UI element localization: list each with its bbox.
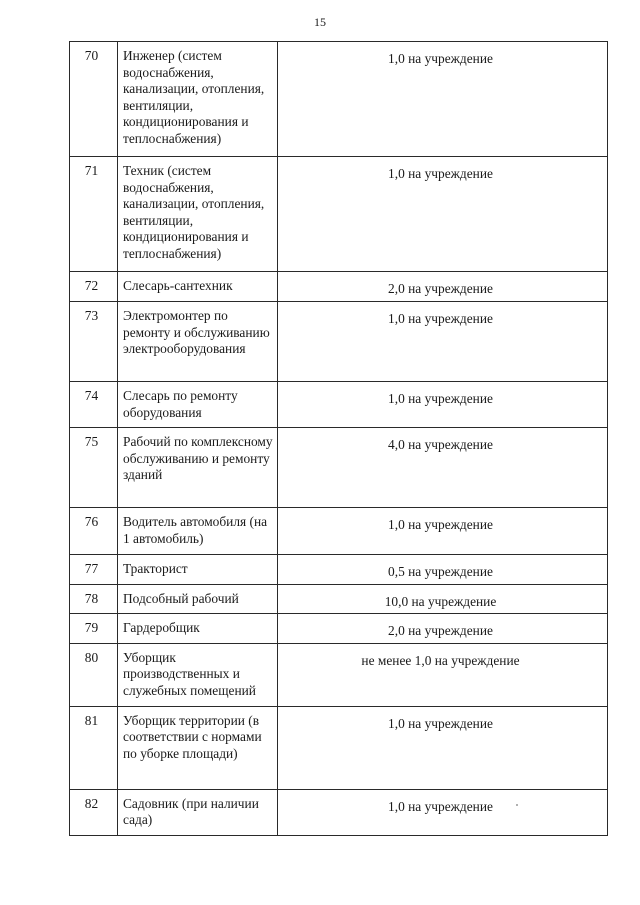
- table-row: [70, 508, 608, 555]
- position-name: Инженер (систем водоснабжения, канализации, отопления, вентиляции, кондиционирования и теплоснабжения): [118, 42, 278, 157]
- position-name: Уборщик территории (в соответствии с нормами по уборке площади): [118, 706, 278, 789]
- row-number: 72: [70, 272, 118, 302]
- row-number: 78: [70, 584, 118, 614]
- row-number: 81: [70, 706, 118, 789]
- position-name: Уборщик производственных и служебных помещений: [118, 643, 278, 706]
- position-name: Электромонтер по ремонту и обслуживанию электрооборудования: [118, 302, 278, 382]
- position-name: Рабочий по комплексному обслуживанию и ремонту зданий: [118, 428, 278, 508]
- staffing-norm: 1,0 на учреждение: [278, 789, 608, 835]
- table-row: [70, 584, 608, 614]
- position-name: Садовник (при наличии сада): [118, 789, 278, 835]
- page-number: 15: [314, 15, 326, 29]
- staffing-norm: 1,0 на учреждение: [278, 706, 608, 789]
- staffing-norm: 0,5 на учреждение: [278, 555, 608, 585]
- staffing-norm: 1,0 на учреждение: [278, 157, 608, 272]
- row-number: 76: [70, 508, 118, 555]
- table-row: [70, 428, 608, 508]
- row-number: 82: [70, 789, 118, 835]
- staffing-norm: 1,0 на учреждение: [278, 508, 608, 555]
- position-name: Техник (систем водоснабжения, канализации, отопления, вентиляции, кондиционирования и теплоснабжения): [118, 157, 278, 272]
- row-number: 75: [70, 428, 118, 508]
- position-name: Тракторист: [118, 555, 278, 585]
- staffing-norm: 4,0 на учреждение: [278, 428, 608, 508]
- staffing-norm: 1,0 на учреждение: [278, 302, 608, 382]
- position-name: Водитель автомобиля (на 1 автомобиль): [118, 508, 278, 555]
- table-row: [70, 706, 608, 789]
- table-row: [70, 157, 608, 272]
- row-number: 80: [70, 643, 118, 706]
- scan-speck: [516, 804, 518, 806]
- staffing-norm: 2,0 на учреждение: [278, 614, 608, 644]
- table-row: [70, 272, 608, 302]
- table-row: [70, 302, 608, 382]
- staffing-table: [69, 41, 608, 836]
- position-name: Слесарь по ремонту оборудования: [118, 382, 278, 428]
- staffing-norm: 1,0 на учреждение: [278, 42, 608, 157]
- position-name: Подсобный рабочий: [118, 584, 278, 614]
- table-row: [70, 555, 608, 585]
- row-number: 77: [70, 555, 118, 585]
- staffing-norm: 10,0 на учреждение: [278, 584, 608, 614]
- staffing-norm: не менее 1,0 на учреждение: [278, 643, 608, 706]
- row-number: 74: [70, 382, 118, 428]
- table-row: [70, 382, 608, 428]
- row-number: 73: [70, 302, 118, 382]
- position-name: Гардеробщик: [118, 614, 278, 644]
- table-row: [70, 614, 608, 644]
- table-row: [70, 643, 608, 706]
- staffing-norm: 1,0 на учреждение: [278, 382, 608, 428]
- row-number: 70: [70, 42, 118, 157]
- table-row: [70, 789, 608, 835]
- row-number: 79: [70, 614, 118, 644]
- position-name: Слесарь-сантехник: [118, 272, 278, 302]
- row-number: 71: [70, 157, 118, 272]
- table-row: [70, 42, 608, 157]
- staffing-norm: 2,0 на учреждение: [278, 272, 608, 302]
